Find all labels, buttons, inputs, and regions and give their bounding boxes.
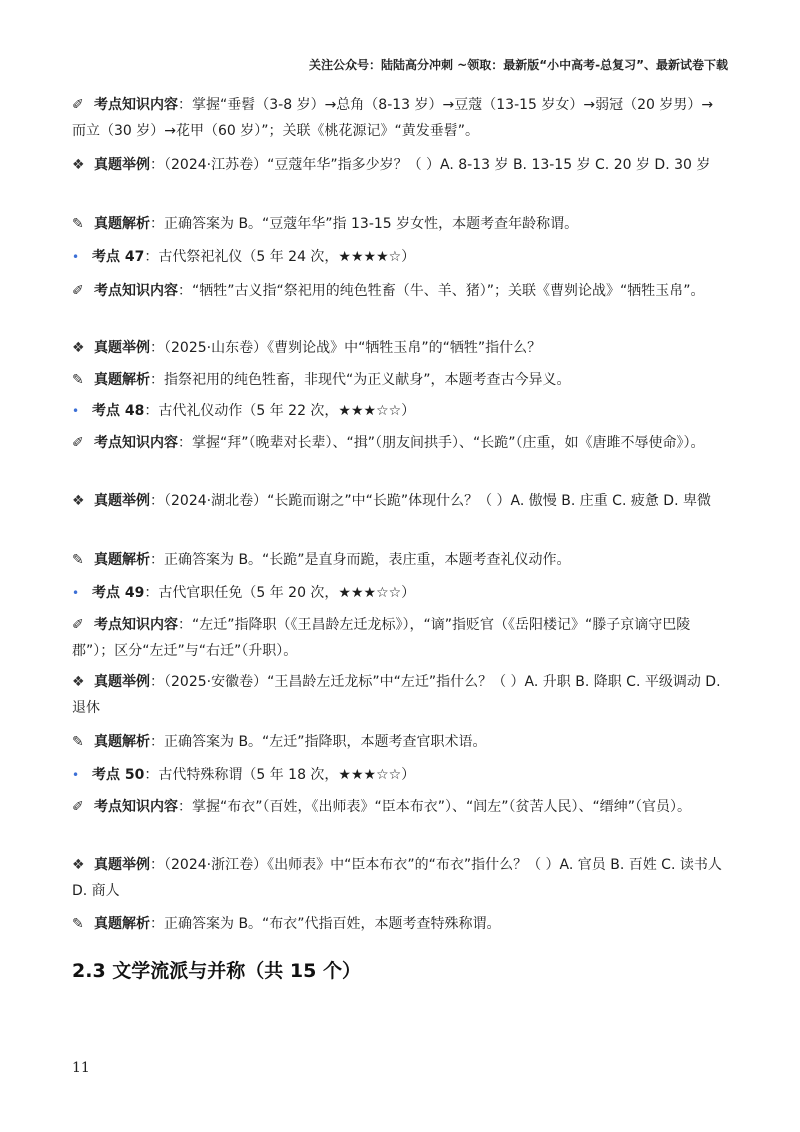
- example-text: ：（2024·江苏卷）“豆蔻年华”指多少岁？（ ）A. 8-13 岁 B. 13-15 岁 C. 20 岁 D. 30 岁: [150, 157, 711, 173]
- example-paragraph: [72, 669, 724, 721]
- knowledge-paragraph: [72, 612, 724, 664]
- knowledge-text: ：“左迁”指降职（《王昌龄左迁龙标》），“谪”指贬官（《岳阳楼记》“滕子京谪守巴陵郡”）；区分“左迁”与“右迁”（升职）。: [72, 617, 691, 659]
- analysis-text: ：正确答案为 B。“布衣”代指百姓，本题考查特殊称谓。: [150, 916, 501, 932]
- knowledge-label: 考点知识内容: [94, 799, 178, 815]
- example-label: 真题举例: [94, 340, 150, 356]
- pencil-icon: ✐: [72, 97, 84, 113]
- page-number: 11: [72, 1060, 90, 1076]
- example-text: ：（2025·安徽卷）“王昌龄左迁龙标”中“左迁”指什么？（ ）A. 升职 B. 降职 C. 平级调动 D. 退休: [72, 674, 721, 716]
- analysis-text: ：正确答案为 B。“豆蔻年华”指 13-15 岁女性，本题考查年龄称谓。: [150, 216, 579, 232]
- analysis-text: ：正确答案为 B。“左迁”指降职，本题考查官职术语。: [150, 734, 487, 750]
- pencil-icon: ✐: [72, 799, 84, 815]
- knowledge-label: 考点知识内容: [94, 435, 178, 451]
- example-label: 真题举例: [94, 493, 150, 509]
- diamond-icon: ❖: [72, 340, 85, 356]
- example-paragraph: [72, 152, 724, 178]
- pencil-icon: ✐: [72, 435, 84, 451]
- knowledge-text: ：掌握“布衣”（百姓，《出师表》“臣本布衣”）、“闾左”（贫苦人民）、“缙绅”（官员）。: [178, 799, 692, 815]
- pen-icon: ✎: [72, 372, 84, 388]
- diamond-icon: ❖: [72, 157, 85, 173]
- diamond-icon: ❖: [72, 493, 85, 509]
- point-label: 考点 48: [92, 403, 145, 419]
- example-label: 真题举例: [94, 157, 150, 173]
- analysis-text: ：正确答案为 B。“长跪”是直身而跪，表庄重，本题考查礼仪动作。: [150, 552, 571, 568]
- pen-icon: ✎: [72, 734, 84, 750]
- analysis-label: 真题解析: [94, 216, 150, 232]
- knowledge-paragraph: [72, 430, 724, 456]
- example-paragraph: [72, 488, 724, 514]
- point-text: ：古代礼仪动作（5 年 22 次，★★★☆☆）: [144, 403, 416, 419]
- example-text: ：（2024·湖北卷）“长跪而谢之”中“长跪”体现什么？（ ）A. 傲慢 B. 庄重 C. 疲惫 D. 卑微: [150, 493, 711, 509]
- analysis-paragraph: [72, 547, 724, 573]
- bullet-icon: •: [72, 586, 80, 600]
- point-text: ：古代特殊称谓（5 年 18 次，★★★☆☆）: [144, 767, 416, 783]
- knowledge-text: ：掌握“垂髫（3-8 岁）→总角（8-13 岁）→豆蔻（13-15 岁女）→弱冠（20 岁男）→而立（30 岁）→花甲（60 岁）”；关联《桃花源记》“黄发垂髫”。: [72, 97, 714, 139]
- pen-icon: ✎: [72, 552, 84, 568]
- analysis-paragraph: [72, 211, 724, 237]
- point-heading: [72, 580, 724, 606]
- analysis-label: 真题解析: [94, 916, 150, 932]
- analysis-paragraph: [72, 729, 724, 755]
- diamond-icon: ❖: [72, 674, 85, 690]
- bullet-icon: •: [72, 250, 80, 264]
- point-heading: [72, 398, 724, 424]
- knowledge-label: 考点知识内容: [94, 97, 178, 113]
- knowledge-paragraph: [72, 794, 724, 820]
- analysis-text: ：指祭祀用的纯色牲畜，非现代“为正义献身”，本题考查古今异义。: [150, 372, 571, 388]
- analysis-paragraph: [72, 367, 724, 393]
- knowledge-paragraph: [72, 278, 724, 304]
- point-heading: [72, 762, 724, 788]
- analysis-label: 真题解析: [94, 734, 150, 750]
- analysis-paragraph: [72, 911, 724, 937]
- example-paragraph: [72, 852, 724, 904]
- knowledge-text: ：“牺牲”古义指“祭祀用的纯色牲畜（牛、羊、猪）”；关联《曹刿论战》“牺牲玉帛”。: [178, 283, 705, 299]
- knowledge-paragraph: [72, 92, 724, 144]
- bullet-icon: •: [72, 404, 80, 418]
- pen-icon: ✎: [72, 216, 84, 232]
- pencil-icon: ✐: [72, 283, 84, 299]
- diamond-icon: ❖: [72, 857, 85, 873]
- knowledge-label: 考点知识内容: [94, 283, 178, 299]
- example-label: 真题举例: [94, 857, 150, 873]
- section-heading: 2.3 文学流派与并称（共 15 个）: [72, 960, 361, 982]
- point-text: ：古代祭祀礼仪（5 年 24 次，★★★★☆）: [144, 249, 416, 265]
- point-heading: [72, 244, 724, 270]
- point-label: 考点 50: [92, 767, 145, 783]
- pen-icon: ✎: [72, 916, 84, 932]
- example-text: ：（2024·浙江卷）《出师表》中“臣本布衣”的“布衣”指什么？（ ）A. 官员 B. 百姓 C. 读书人 D. 商人: [72, 857, 722, 899]
- analysis-label: 真题解析: [94, 372, 150, 388]
- bullet-icon: •: [72, 768, 80, 782]
- knowledge-text: ：掌握“拜”（晚辈对长辈）、“揖”（朋友间拱手）、“长跪”（庄重，如《唐雎不辱使命》）。: [178, 435, 705, 451]
- example-paragraph: [72, 335, 724, 361]
- point-text: ：古代官职任免（5 年 20 次，★★★☆☆）: [144, 585, 416, 601]
- pencil-icon: ✐: [72, 617, 84, 633]
- point-label: 考点 47: [92, 249, 145, 265]
- knowledge-label: 考点知识内容: [94, 617, 178, 633]
- example-text: ：（2025·山东卷）《曹刿论战》中“牺牲玉帛”的“牺牲”指什么？: [150, 340, 542, 356]
- page-header: 关注公众号：陆陆高分冲刺 ~领取：最新版“小中高考-总复习”、最新试卷下载: [309, 58, 728, 72]
- analysis-label: 真题解析: [94, 552, 150, 568]
- example-label: 真题举例: [94, 674, 150, 690]
- point-label: 考点 49: [92, 585, 145, 601]
